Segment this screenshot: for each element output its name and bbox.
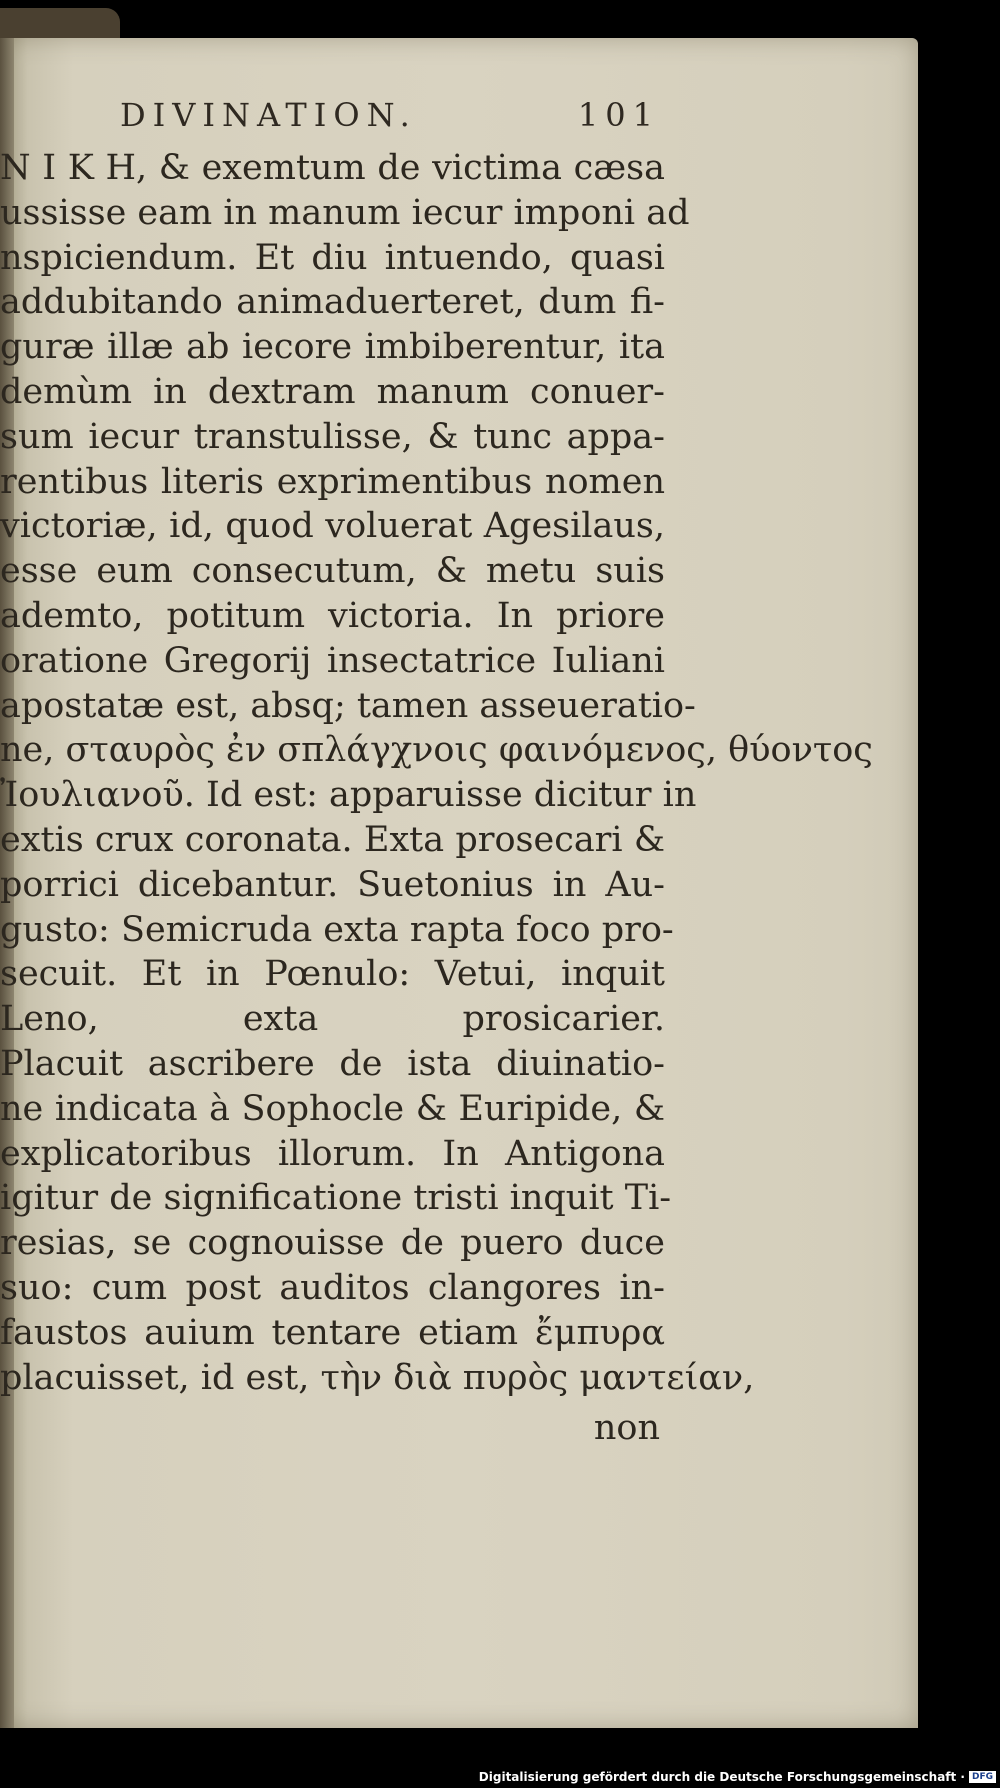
- text-line: gusto: Semicruda exta rapta foco pro-: [0, 909, 674, 950]
- footer: [479, 1770, 996, 1784]
- text-line: esse eum consecutum, & metu suis: [0, 551, 665, 592]
- text-line: faustos auium tentare etiam ἔμπυρα: [0, 1312, 665, 1353]
- text-line: ussisse eam in manum iecur imponi ad: [0, 192, 690, 233]
- text-line: sum iecur transtulisse, & tunc appa-: [0, 416, 665, 457]
- page-number: 101: [577, 96, 660, 134]
- text-line: guræ illæ ab iecore imbiberentur, ita: [0, 327, 665, 368]
- text-line: nspiciendum. Et diu intuendo, quasi: [0, 237, 665, 278]
- body-text: [0, 146, 873, 1400]
- text-line: resias, se cognouisse de puero duce: [0, 1223, 665, 1264]
- text-line: apostatæ est, absq; tamen asseueratio-: [0, 685, 696, 726]
- text-line: extis crux coronata. Exta prosecari &: [0, 819, 665, 860]
- text-line: ne, σταυρὸς ἐν σπλάγχνοις φαινόμενος, θύοντος: [0, 730, 873, 771]
- text-line: rentibus literis exprimentibus nomen: [0, 461, 665, 502]
- text-line: Leno, exta prosicarier.: [0, 999, 665, 1040]
- text-line: N I K H, & exemtum de victima cæsa: [0, 148, 665, 188]
- text-line: igitur de significatione tristi inquit Ti-: [0, 1178, 672, 1219]
- text-line: placuisset, id est, τὴν διὰ πυρὸς μαντείαν,: [0, 1357, 755, 1398]
- page-header: [120, 96, 660, 134]
- text-line: demùm in dextram manum conuer-: [0, 371, 665, 412]
- catchword: non: [593, 1408, 660, 1448]
- text-line: suo: cum post auditos clangores in-: [0, 1267, 665, 1308]
- text-line: oratione Gregorij insectatrice Iuliani: [0, 640, 665, 681]
- digitization-credit: Digitalisierung gefördert durch die Deutsche Forschungsgemeinschaft ·: [478, 1770, 965, 1784]
- text-line: secuit. Et in Pœnulo: Vetui, inquit: [0, 954, 665, 995]
- text-line: ademto, potitum victoria. In priore: [0, 595, 665, 636]
- text-line: porrici dicebantur. Suetonius in Au-: [0, 864, 665, 905]
- dfg-logo: DFG: [969, 1771, 996, 1783]
- text-line: ne indicata à Sophocle & Euripide, &: [0, 1088, 665, 1129]
- text-line: explicatoribus illorum. In Antigona: [0, 1133, 665, 1174]
- text-line: victoriæ, id, quod voluerat Agesilaus,: [0, 506, 665, 547]
- running-head: DIVINATION.: [120, 96, 417, 134]
- text-line: Ἰουλιανοῦ. Id est: apparuisse dicitur in: [0, 775, 697, 816]
- text-line: addubitando animaduerteret, dum fi-: [0, 282, 665, 323]
- text-line: Placuit ascribere de ista diuinatio-: [0, 1043, 665, 1084]
